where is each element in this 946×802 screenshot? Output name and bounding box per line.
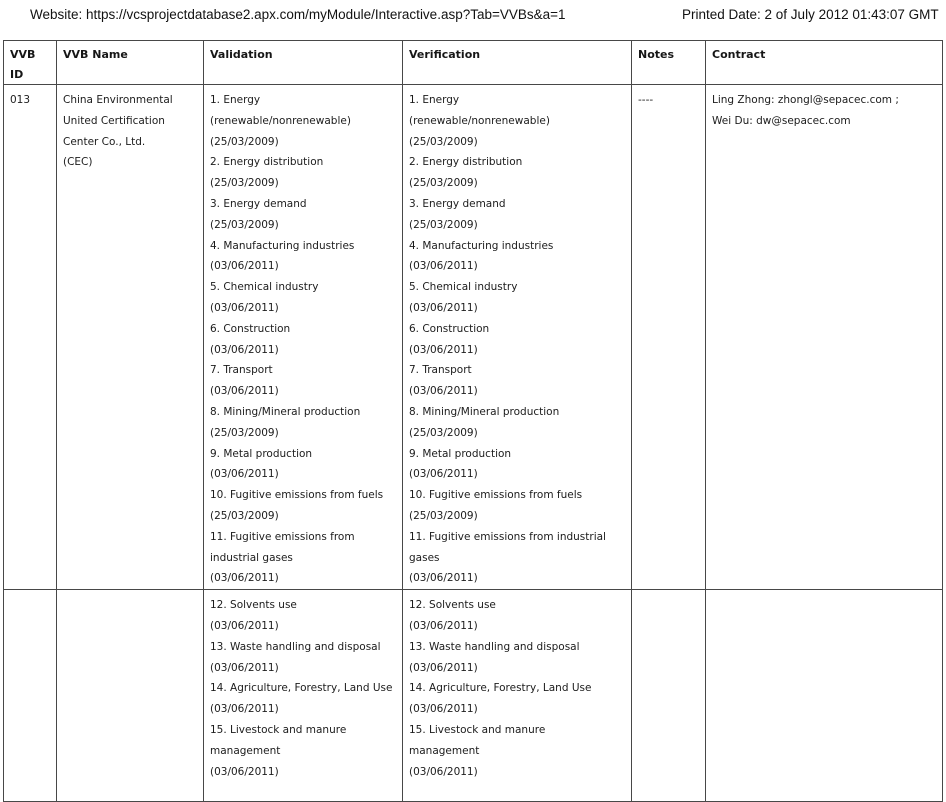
cell-line: Center Co., Ltd. bbox=[63, 135, 146, 148]
cell-line: 8. Mining/Mineral production bbox=[409, 405, 560, 418]
cell-line: 15. Livestock and manure bbox=[409, 723, 546, 736]
cell-vvb-name bbox=[57, 85, 204, 590]
cell-line: 9. Metal production bbox=[409, 447, 512, 460]
column-header-vvb-name bbox=[57, 41, 204, 85]
cell-line: 13. Waste handling and disposal bbox=[210, 640, 381, 653]
column-header-vvb-id bbox=[4, 41, 57, 85]
cell-line: 5. Chemical industry bbox=[210, 281, 319, 294]
cell-line: 1. Energy bbox=[210, 94, 261, 106]
cell-line: (renewable/nonrenewable) bbox=[409, 114, 550, 127]
cell-line: VVB bbox=[10, 48, 36, 61]
cell-line: 11. Fugitive emissions from industrial bbox=[409, 530, 606, 543]
cell-validation bbox=[204, 590, 403, 802]
document-header bbox=[0, 6, 946, 28]
cell-line: (03/06/2011) bbox=[210, 572, 279, 585]
cell-line: 3. Energy demand bbox=[409, 197, 506, 210]
cell-notes bbox=[632, 590, 706, 802]
cell-notes bbox=[632, 85, 706, 590]
cell-line: (03/06/2011) bbox=[409, 703, 478, 716]
cell-line: (25/03/2009) bbox=[210, 218, 279, 231]
column-header-contract bbox=[706, 41, 943, 85]
cell-line: 1. Energy bbox=[409, 94, 460, 106]
cell-line: Notes bbox=[638, 48, 675, 61]
cell-line: (25/03/2009) bbox=[409, 135, 478, 148]
cell-line: 3. Energy demand bbox=[210, 197, 307, 210]
cell-line: (25/03/2009) bbox=[409, 509, 478, 522]
cell-line: (03/06/2011) bbox=[409, 468, 478, 481]
cell-line: (25/03/2009) bbox=[210, 426, 279, 439]
printed-date-text: Printed Date: 2 of July 2012 01:43:07 GMT bbox=[682, 7, 939, 22]
cell-line: (03/06/2011) bbox=[210, 385, 279, 398]
cell-line: (03/06/2011) bbox=[210, 343, 279, 356]
cell-line: (03/06/2011) bbox=[210, 661, 279, 674]
cell-line: ---- bbox=[638, 94, 654, 106]
cell-vvb-id bbox=[4, 590, 57, 802]
cell-line: industrial gases bbox=[210, 551, 293, 564]
cell-line: 6. Construction bbox=[409, 322, 490, 335]
cell-line: (03/06/2011) bbox=[210, 468, 279, 481]
cell-line: Verification bbox=[409, 48, 481, 61]
column-header-validation bbox=[204, 41, 403, 85]
cell-line: 4. Manufacturing industries bbox=[409, 239, 554, 252]
cell-line: United Certification bbox=[63, 114, 165, 127]
cell-line: 12. Solvents use bbox=[210, 599, 297, 612]
table-row bbox=[4, 85, 943, 590]
cell-line: (25/03/2009) bbox=[210, 509, 279, 522]
cell-line: 13. Waste handling and disposal bbox=[409, 640, 580, 653]
cell-line: (03/06/2011) bbox=[409, 301, 478, 314]
cell-line: gases bbox=[409, 551, 440, 564]
cell-line: 9. Metal production bbox=[210, 447, 313, 460]
vvb-table bbox=[3, 40, 943, 802]
cell-contract bbox=[706, 85, 943, 590]
cell-verification bbox=[403, 590, 632, 802]
website-url-text: Website: https://vcsprojectdatabase2.apx.com/myModule/Interactive.asp?Tab=VVBs&a=1 bbox=[30, 7, 566, 22]
cell-line: 14. Agriculture, Forestry, Land Use bbox=[409, 682, 592, 695]
cell-line: 14. Agriculture, Forestry, Land Use bbox=[210, 682, 393, 695]
cell-line: (25/03/2009) bbox=[409, 218, 478, 231]
cell-line: (03/06/2011) bbox=[409, 661, 478, 674]
cell-line: 15. Livestock and manure bbox=[210, 723, 347, 736]
cell-line: (03/06/2011) bbox=[409, 385, 478, 398]
cell-line: (03/06/2011) bbox=[210, 260, 279, 273]
cell-line: 7. Transport bbox=[409, 364, 472, 377]
cell-vvb-name bbox=[57, 590, 204, 802]
cell-line: 8. Mining/Mineral production bbox=[210, 405, 361, 418]
cell-line: (03/06/2011) bbox=[409, 765, 478, 778]
cell-line: management bbox=[210, 744, 281, 757]
cell-validation bbox=[204, 85, 403, 590]
cell-line: 2. Energy distribution bbox=[409, 156, 523, 169]
table-header-row bbox=[4, 41, 943, 85]
cell-line: (25/03/2009) bbox=[409, 177, 478, 190]
cell-line: 10. Fugitive emissions from fuels bbox=[210, 489, 384, 502]
cell-line: (25/03/2009) bbox=[409, 426, 478, 439]
cell-line: 7. Transport bbox=[210, 364, 273, 377]
cell-line: VVB Name bbox=[63, 48, 128, 61]
column-header-verification bbox=[403, 41, 632, 85]
cell-line: ID bbox=[10, 67, 24, 81]
cell-line: 6. Construction bbox=[210, 322, 291, 335]
cell-line: Wei Du: dw@sepacec.com bbox=[712, 114, 851, 127]
cell-line: (renewable/nonrenewable) bbox=[210, 114, 351, 127]
cell-line: 10. Fugitive emissions from fuels bbox=[409, 489, 583, 502]
cell-line: China Environmental bbox=[63, 94, 173, 106]
cell-line: (03/06/2011) bbox=[409, 619, 478, 632]
cell-line: (03/06/2011) bbox=[210, 703, 279, 716]
cell-line: 4. Manufacturing industries bbox=[210, 239, 355, 252]
cell-line: (03/06/2011) bbox=[210, 301, 279, 314]
cell-line: (03/06/2011) bbox=[409, 343, 478, 356]
cell-line: 11. Fugitive emissions from bbox=[210, 530, 355, 543]
table-row bbox=[4, 590, 943, 802]
cell-line: (CEC) bbox=[63, 156, 93, 169]
cell-line: 2. Energy distribution bbox=[210, 156, 324, 169]
cell-line: management bbox=[409, 744, 480, 757]
column-header-notes bbox=[632, 41, 706, 85]
cell-line: (03/06/2011) bbox=[409, 572, 478, 585]
cell-line: Contract bbox=[712, 48, 766, 61]
cell-line: 5. Chemical industry bbox=[409, 281, 518, 294]
cell-line: (03/06/2011) bbox=[409, 260, 478, 273]
cell-line: (25/03/2009) bbox=[210, 135, 279, 148]
cell-line: 013 bbox=[10, 94, 31, 106]
cell-line: Validation bbox=[210, 48, 273, 61]
cell-line: (25/03/2009) bbox=[210, 177, 279, 190]
cell-line: 12. Solvents use bbox=[409, 599, 496, 612]
cell-verification bbox=[403, 85, 632, 590]
cell-line: Ling Zhong: zhongl@sepacec.com ; bbox=[712, 94, 899, 106]
cell-contract bbox=[706, 590, 943, 802]
cell-vvb-id bbox=[4, 85, 57, 590]
cell-line: (03/06/2011) bbox=[210, 619, 279, 632]
cell-line: (03/06/2011) bbox=[210, 765, 279, 778]
